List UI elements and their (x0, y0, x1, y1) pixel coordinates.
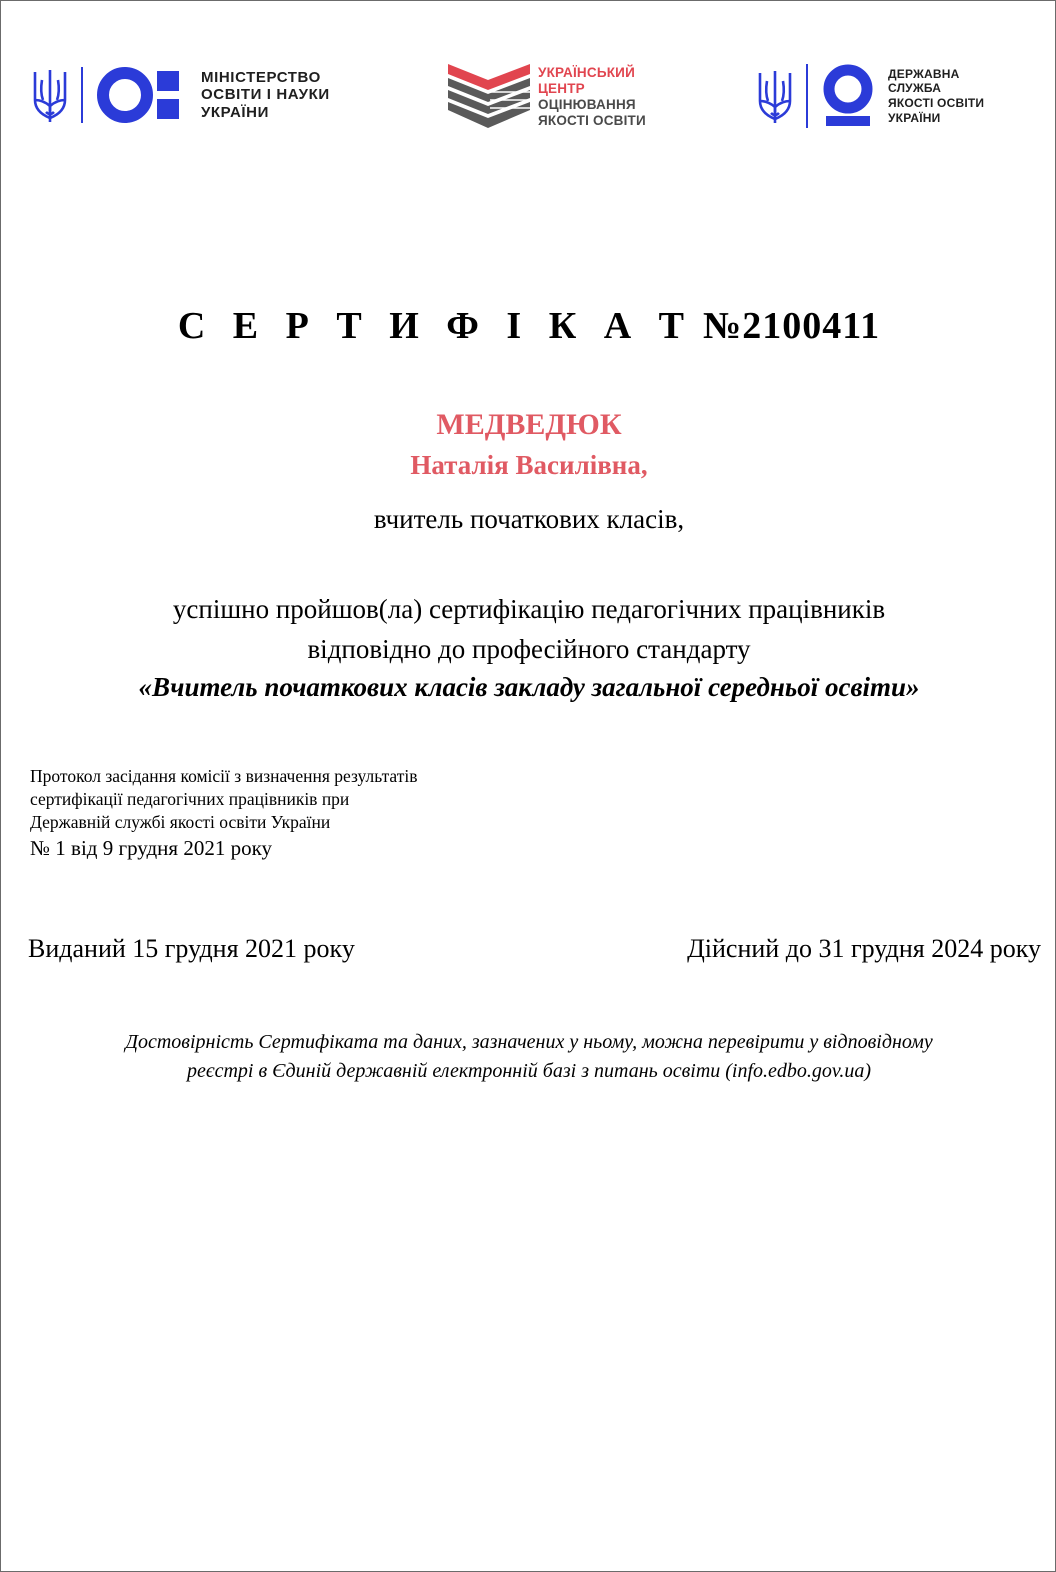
dsyo-name-line-1: ДЕРЖАВНА (888, 66, 960, 81)
ministry-name-line-1: МІНІСТЕРСТВО (201, 69, 321, 87)
ministry-name-line-3: УКРАЇНИ (201, 103, 269, 121)
logo-divider (81, 67, 83, 123)
book-stack-icon (446, 58, 532, 136)
protocol-line-3: Державній службі якості освіти України (30, 812, 331, 832)
dsyo-name-line-2: СЛУЖБА (888, 81, 942, 96)
protocol-line-1: Протокол засідання комісії з визначення результатів (30, 766, 418, 786)
certificate-number: №2100411 (703, 305, 881, 347)
ucoz-name-line-2: ЦЕНТР (538, 80, 585, 96)
ucoz-name (538, 65, 646, 130)
statement-line-2: відповідно до професійного стандарту (307, 634, 751, 664)
certificate-title-word: С Е Р Т И Ф І К А Т (177, 305, 690, 347)
holder-given-names: Наталія Василівна, (410, 450, 648, 480)
ministry-name (201, 69, 330, 121)
verification-note-line-2: реєстрі в Єдиній державній електронній базі з питань освіти (info.edbo.gov.ua) (187, 1060, 871, 1082)
protocol-block (30, 765, 418, 862)
trident-icon (756, 65, 794, 127)
trident-icon (31, 66, 69, 124)
dsyo-logo (756, 63, 984, 129)
ucoz-name-line-4: ЯКОСТІ ОСВІТИ (538, 113, 646, 129)
ucoz-name-line-1: УКРАЇНСЬКИЙ (538, 64, 635, 80)
ministry-emblem-icon (97, 65, 195, 125)
dsyo-name-line-3: ЯКОСТІ ОСВІТИ (888, 96, 985, 110)
protocol-line-2: сертифікації педагогічних працівників при (30, 789, 350, 809)
ministry-logo (31, 65, 330, 125)
dsyo-name-line-4: УКРАЇНИ (888, 110, 941, 125)
verification-note-line-1: Достовірність Сертифіката та даних, зазначених у ньому, можна перевірити у відповідному (125, 1031, 933, 1053)
ucoz-logo (446, 58, 646, 136)
logo-divider (806, 64, 808, 128)
ministry-name-line-2: ОСВІТИ І НАУКИ (201, 86, 330, 104)
dsyo-name (888, 67, 984, 126)
holder-position: вчитель початкових класів, (373, 504, 685, 534)
verification-note (1, 1028, 1056, 1086)
ucoz-name-line-3: ОЦІНЮВАННЯ (538, 97, 636, 112)
professional-standard: «Вчитель початкових класів закладу загальної середньої освіти» (138, 672, 920, 702)
holder-surname: МЕДВЕДЮК (436, 408, 622, 441)
statement-line-1: успішно пройшов(ла) сертифікацію педагогічних працівників (172, 594, 886, 624)
protocol-number: № 1 від 9 грудня 2021 року (30, 836, 272, 860)
issued-date: Виданий 15 грудня 2021 року (28, 934, 355, 963)
certificate-title (1, 304, 1056, 348)
service-emblem-icon (822, 63, 874, 129)
valid-until-date: Дійсний до 31 грудня 2024 року (687, 934, 1041, 963)
